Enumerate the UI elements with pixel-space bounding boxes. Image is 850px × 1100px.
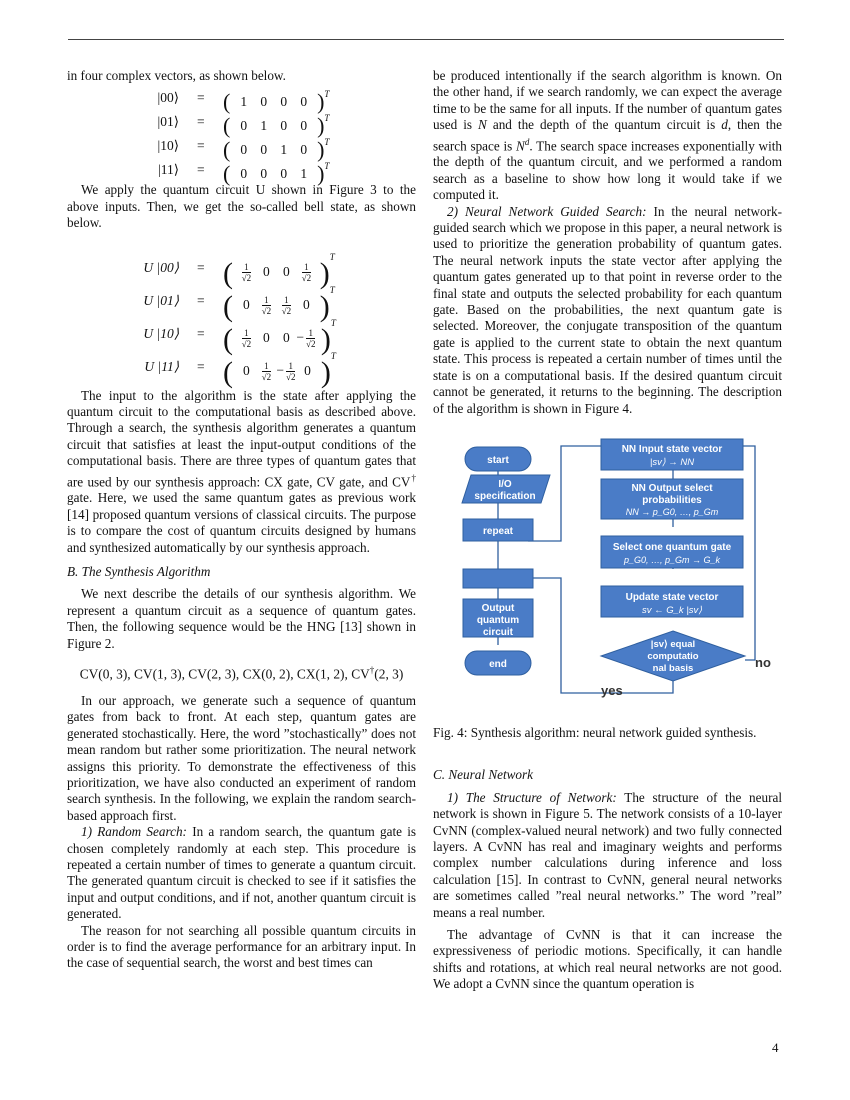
structure-heading: 1) The Structure of Network:	[447, 789, 617, 805]
equation-lhs: U |10⟩	[143, 325, 179, 341]
nn-output-label-2: probabilities	[642, 494, 702, 506]
header-rule	[68, 39, 784, 40]
section-b-heading: B. The Synthesis Algorithm	[67, 564, 211, 580]
output-label-2: quantum	[476, 614, 520, 626]
equation-rhs: ( 0 $\frac{1}{√2}$ − $\frac{1}{√2}$ 0 )$^T$	[223, 350, 336, 389]
output-label-1: Output	[481, 602, 515, 614]
io-label-2: specification	[474, 490, 536, 502]
nn-guided-text: In the neural network-guided search which we propose in this paper, a neural network is used to prioritize the generation probability of quantum gates. The neural network inputs the state vector after applying the quantum gates generated up to that point in reverse order to the final state and outputs the selected probability for each quantum gate. Based on the probabilities, the next quantum gate is selected. Moreover, the conjugate transposition of the quantum gate is applied to the current state to obtain the next quantum state. This process is repeated a certain number of times until the state is on a computational basis. If the desired quantum circuit cannot be generated, it returns to the beginning. The description of the algorithm is shown in Figure 4.	[433, 203, 783, 416]
equation-lhs: |01⟩	[157, 114, 179, 130]
equation-lhs: |10⟩	[157, 138, 179, 154]
update-label-2: sv ← G_k |sv⟩	[641, 604, 703, 616]
equation-lhs: U |00⟩	[143, 259, 179, 275]
equation-lhs: |00⟩	[157, 90, 179, 106]
structure-text: The structure of the neural network is shown in Figure 5. The network consists of a 10-layer CvNN (complex-valued neural network) and two fully connected layers. A CvNN has real and imaginary weights and performs complex number calculations during inference and loss calculation [15]. In contrast to CvNN, general neural networks are sometimes called ”real neural networks.” The word ”real” means a real number.	[433, 789, 783, 920]
random-search-heading: 1) Random Search:	[81, 824, 187, 840]
empty-box	[463, 569, 533, 588]
page-number: 4	[772, 1040, 779, 1055]
figure-4-caption: Fig. 4: Synthesis algorithm: neural network guided synthesis.	[433, 724, 757, 740]
nn-input-label-2: |sv⟩ → NN	[649, 456, 695, 468]
equation-sign: =	[197, 292, 205, 308]
gate-sequence: CV(0, 3), CV(1, 3), CV(2, 3), CX(0, 2), CX(1, 2), CV†(2, 3)	[79, 665, 404, 682]
equation-lhs: U |11⟩	[144, 358, 179, 374]
io-label-1: I/O	[498, 478, 512, 490]
left-column	[67, 68, 416, 972]
equation-sign: =	[197, 90, 205, 106]
figure-4-flowchart	[433, 431, 782, 721]
random-search-paragraph	[67, 824, 416, 922]
input-paragraph: The input to the algorithm is the state after applying the quantum circuit to the computational basis as described above. Through a search, the synthesis algorithm generates a quantum circuit that satisfies at least the input-output conditions of the computational basis. There are three types of quantum gates that are used by our synthesis approach: CX gate, CV gate, and CV† gate. Here, we used the same quantum gates as previous work [14] proposed quantum versions of classical circuits. The purpose is to compare the cost of quantum circuits designed by humans and synthesized automatically by our synthesis approach.	[67, 387, 416, 555]
nn-input-label-1: NN Input state vector	[621, 443, 723, 455]
equation-sign: =	[197, 114, 205, 130]
decision-label-3: nal basis	[652, 662, 694, 674]
equation-rhs: ( 0 $\frac{1}{√2}$ $\frac{1}{√2}$ 0 )$^T$	[223, 284, 335, 323]
structure-paragraph	[433, 790, 782, 921]
repeat-label: repeat	[482, 525, 514, 537]
equation-rhs: ( $\frac{1}{√2}$ 0 0 − $\frac{1}{√2}$ )$^T$	[223, 317, 336, 356]
yes-label: yes	[601, 682, 623, 698]
nn-output-label-1: NN Output select	[631, 482, 713, 494]
equation-rhs: ( 0 0 0 1 )$^T$	[223, 161, 330, 187]
bell-state-equations	[67, 240, 416, 388]
decision-label-2: computatio	[647, 650, 699, 662]
reason-paragraph: The reason for not searching all possible quantum circuits in order is to find the average performance for an arbitrary input. In the case of sequential search, the worst and best times can	[67, 922, 416, 971]
nn-guided-paragraph	[433, 204, 782, 417]
decision-label-1: |sv⟩ equal	[650, 638, 696, 650]
equation-lhs: |11⟩	[158, 162, 179, 178]
equation-lhs: U |01⟩	[143, 292, 179, 308]
end-label: end	[489, 658, 507, 670]
nn-guided-heading: 2) Neural Network Guided Search:	[447, 203, 647, 219]
update-label-1: Update state vector	[625, 591, 719, 603]
apply-paragraph: We apply the quantum circuit U shown in Figure 3 to the above inputs. Then, we get the so-called bell state, as shown below.	[67, 182, 416, 231]
intro-paragraph: in four complex vectors, as shown below.	[67, 68, 286, 83]
nn-output-label-3: NN → p_G0, …, p_Gm	[625, 506, 719, 517]
advantage-paragraph: The advantage of CvNN is that it can increase the expressiveness of periodic motions. Specifically, it can handle shifts and rotations, at which real neural networks are not good. We adopt a CvNN since the quantum operation is	[433, 926, 782, 992]
random-search-text: In a random search, the quantum gate is chosen completely randomly at each step. This procedure is repeated a certain number of times to generate a quantum circuit. The generated quantum circuit is checked to see if it satisfies the input and output conditions, and if not, another quantum circuit is generated.	[67, 824, 417, 922]
section-c-heading: C. Neural Network	[433, 767, 534, 783]
equation-rhs: ( 0 1 0 0 )$^T$	[223, 113, 330, 139]
synthesis-paragraph-1: We next describe the details of our synthesis algorithm. We represent a quantum circuit as a sequence of quantum gates. Then, the following sequence would be the HNG [13] shown in Figure 2.	[67, 586, 416, 651]
right-column	[433, 68, 782, 993]
equation-sign: =	[197, 259, 205, 275]
equation-sign: =	[197, 162, 205, 178]
select-label-2: p_G0, …, p_Gm → G_k	[623, 554, 721, 565]
equation-sign: =	[197, 138, 205, 154]
select-label-1: Select one quantum gate	[612, 541, 732, 553]
no-label: no	[755, 654, 771, 670]
continued-paragraph: be produced intentionally if the search algorithm is known. On the other hand, if we search randomly, we can expect the average time to be the same for all inputs. If the number of quantum gates used is N and the depth of the quantum circuit is d, then the search space is $N^d$. The search space increases exponentially with the depth of the quantum circuit, and we performed a random search as a baseline to show how long it would take if we computed it.	[433, 68, 782, 203]
basis-equations	[67, 84, 416, 187]
equation-rhs: ( 1 0 0 0 )$^T$	[223, 89, 330, 115]
equation-sign: =	[197, 358, 205, 374]
equation-rhs: ( 0 0 1 0 )$^T$	[223, 137, 330, 163]
equation-sign: =	[197, 325, 205, 341]
start-label: start	[487, 454, 509, 466]
equation-rhs: ( $\frac{1}{√2}$ 0 0 $\frac{1}{√2}$ )$^T$	[223, 251, 335, 290]
output-label-3: circuit	[482, 626, 514, 638]
flowchart-svg	[433, 431, 782, 701]
synthesis-paragraph-2: In our approach, we generate such a sequence of quantum gates from back to front. At each step, quantum gates are generated stochastically. Here, the word ”stochastically” does not mean random but rather some prioritization. The neural network assigns this priority. To demonstrate the effectiveness of this prioritization, we have also conducted an experiment of random search synthesis. In the following, we explain the random search-based approach first.	[67, 692, 416, 823]
